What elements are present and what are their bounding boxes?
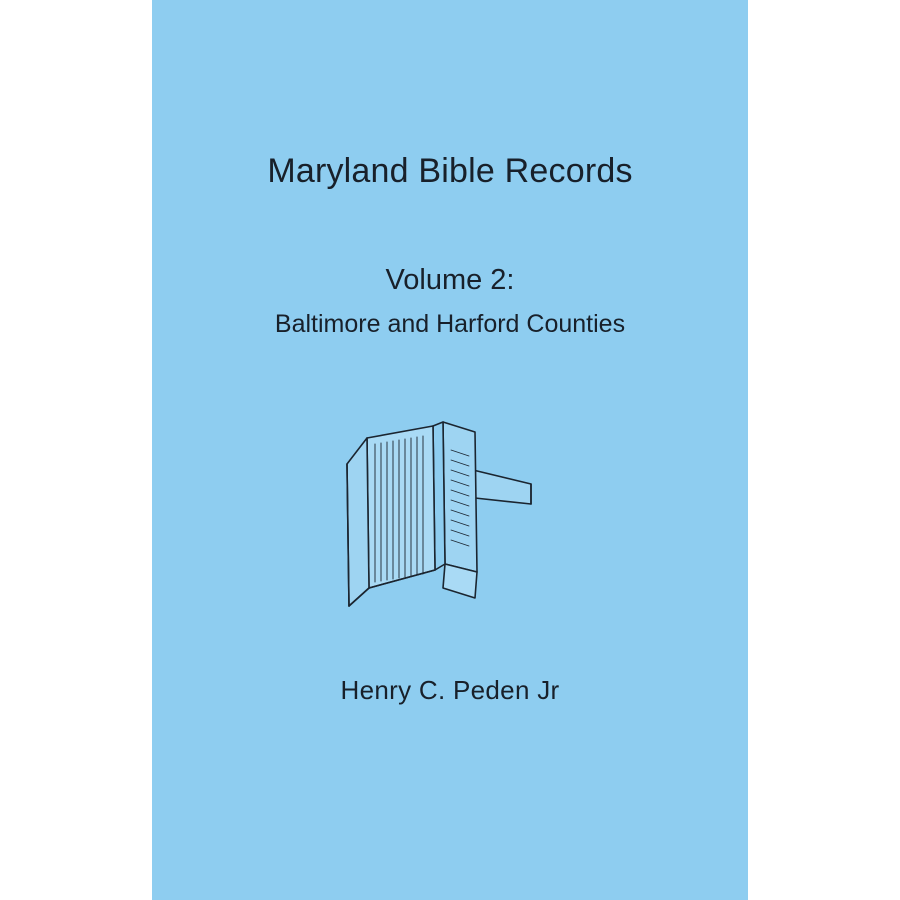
book-title: Maryland Bible Records bbox=[267, 152, 633, 190]
book-cover bbox=[152, 0, 748, 900]
volume-block bbox=[152, 262, 748, 340]
book-cover-inner bbox=[152, 0, 748, 900]
author-block bbox=[152, 675, 748, 706]
book-subtitle: Baltimore and Harford Counties bbox=[274, 309, 626, 338]
title-block bbox=[152, 150, 748, 193]
open-bible-icon bbox=[325, 392, 575, 632]
author-name: Henry C. Peden Jr bbox=[340, 675, 560, 705]
volume-label: Volume 2: bbox=[385, 264, 515, 296]
